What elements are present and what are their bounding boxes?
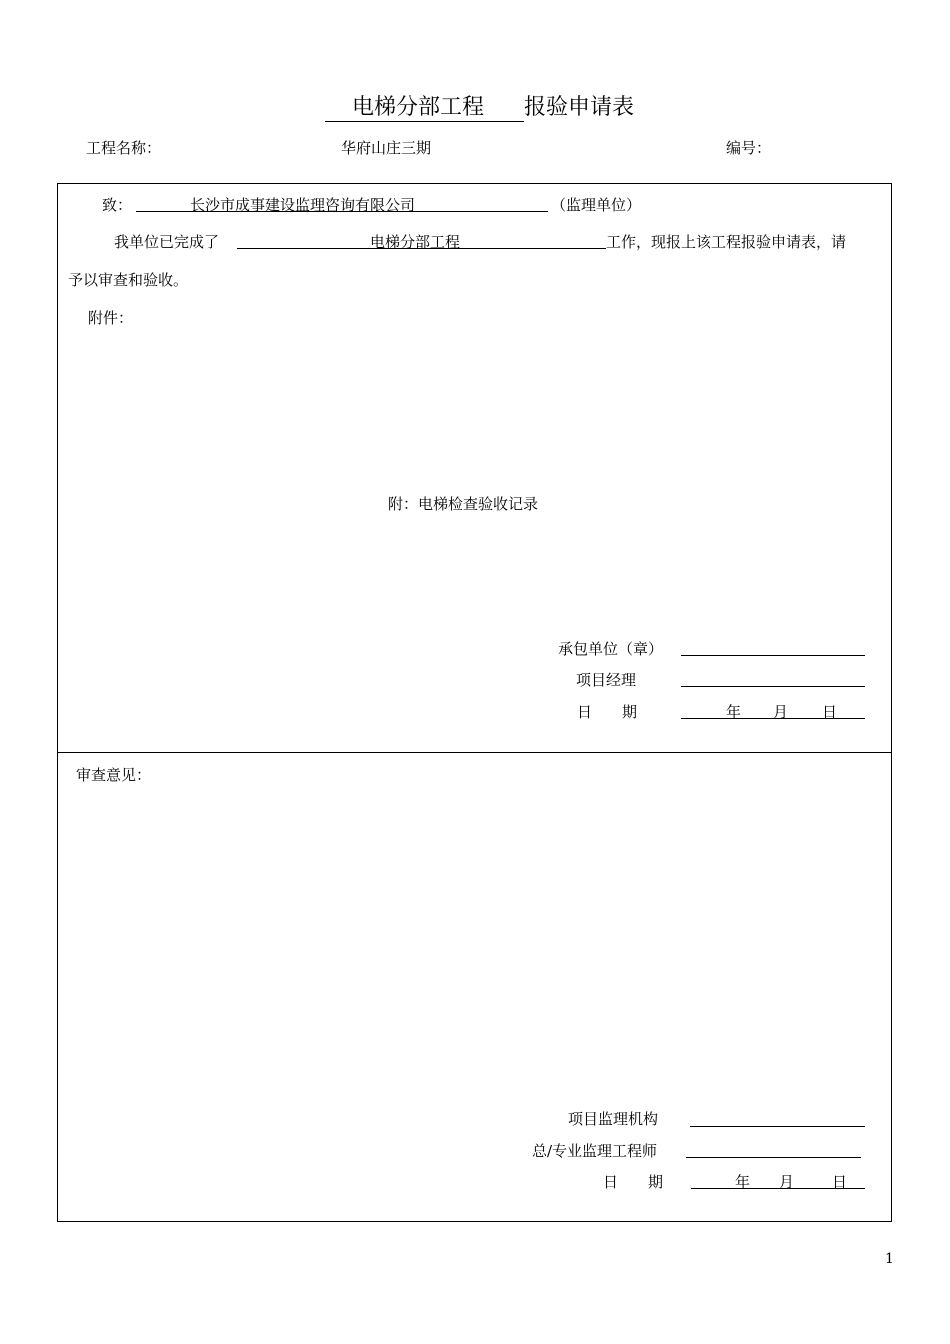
title-prefix: 电梯分部工程 — [352, 95, 485, 120]
form-frame — [57, 183, 892, 1222]
agency-signature-line — [690, 1126, 865, 1127]
review-date-month: 月 — [779, 1173, 795, 1191]
section-divider — [57, 752, 892, 753]
review-date-year: 年 — [735, 1173, 751, 1191]
manager-signature-line — [681, 686, 865, 687]
date-label: 日 期 — [577, 703, 638, 721]
number-label: 编号： — [726, 139, 772, 157]
date-year: 年 — [726, 703, 742, 721]
date-month: 月 — [773, 703, 789, 721]
project-name-value: 华府山庄三期 — [341, 139, 432, 157]
title-underline — [325, 121, 524, 122]
attachment-note: 附：电梯检查验收记录 — [388, 495, 539, 513]
date-day: 日 — [822, 703, 838, 721]
review-date-day: 日 — [832, 1173, 848, 1191]
manager-label: 项目经理 — [576, 671, 637, 689]
title-suffix: 报验申请表 — [524, 95, 635, 120]
page-number: 1 — [885, 1251, 894, 1267]
engineer-label: 总/专业监理工程师 — [532, 1142, 658, 1160]
completed-value: 电梯分部工程 — [370, 233, 461, 251]
to-label: 致： — [102, 196, 133, 214]
engineer-signature-line — [686, 1157, 861, 1158]
contractor-signature-line — [681, 655, 865, 656]
completed-suffix: 工作，现报上该工程报验申请表，请 — [606, 233, 847, 251]
review-date-label: 日 期 — [603, 1173, 664, 1191]
completed-prefix: 我单位已完成了 — [114, 233, 220, 251]
contractor-label: 承包单位（章） — [558, 640, 664, 658]
review-opinion-label: 审查意见： — [76, 766, 152, 784]
attachment-label: 附件： — [88, 309, 134, 327]
completed-line2: 予以审查和验收。 — [68, 271, 189, 289]
project-name-label: 工程名称： — [86, 139, 162, 157]
to-value: 长沙市成事建设监理咨询有限公司 — [190, 196, 416, 214]
to-suffix: （监理单位） — [551, 196, 642, 214]
agency-label: 项目监理机构 — [568, 1110, 659, 1128]
